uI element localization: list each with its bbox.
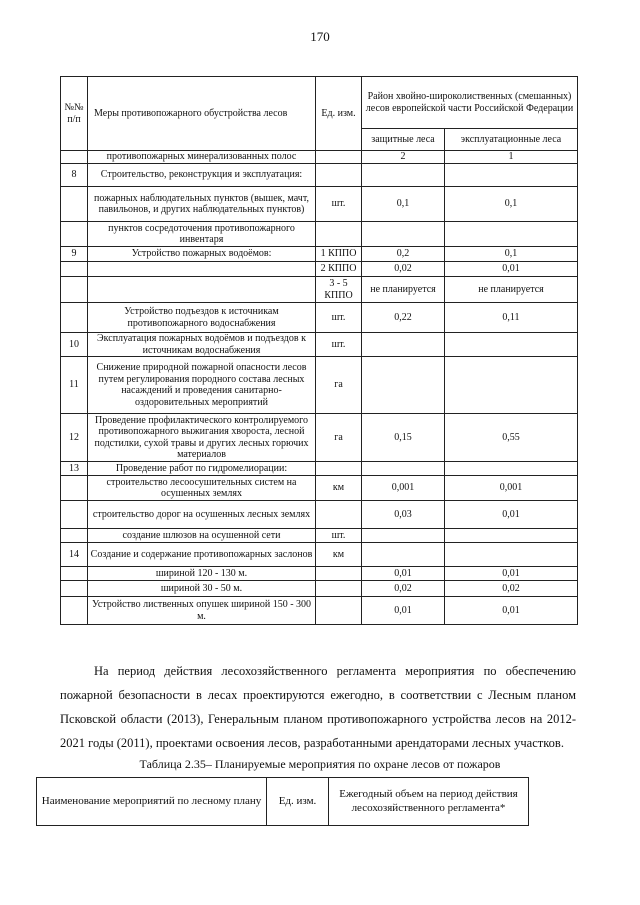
cell-operational [445, 333, 578, 357]
cell-operational [445, 222, 578, 247]
cell-unit: га [316, 357, 362, 414]
header-region: Район хвойно-широколиственных (смешанных) лесов европейской части Российской Федерации [362, 77, 578, 129]
header-volume: Ежегодный объем на период действия лесохозяйственного регламента* [329, 778, 529, 826]
cell-unit: 3 - 5 КППО [316, 277, 362, 303]
header-unit-2: Ед. изм. [267, 778, 329, 826]
cell-measure: противопожарных минерализованных полос [88, 151, 316, 164]
cell-operational: 0,01 [445, 567, 578, 581]
cell-unit: км [316, 543, 362, 567]
cell-unit: км [316, 476, 362, 501]
cell-num [61, 151, 88, 164]
cell-unit [316, 462, 362, 476]
cell-num: 9 [61, 247, 88, 262]
cell-protective: 0,001 [362, 476, 445, 501]
cell-measure: строительство дорог на осушенных лесных землях [88, 501, 316, 529]
cell-unit: га [316, 414, 362, 462]
cell-operational: 0,1 [445, 247, 578, 262]
cell-num: 13 [61, 462, 88, 476]
table-row [61, 597, 578, 625]
cell-unit: 2 КППО [316, 262, 362, 277]
cell-operational: 0,01 [445, 597, 578, 625]
cell-protective: 0,22 [362, 303, 445, 333]
cell-measure: Создание и содержание противопожарных заслонов [88, 543, 316, 567]
table-row [61, 529, 578, 543]
cell-protective [362, 462, 445, 476]
table-row [61, 543, 578, 567]
fire-safety-table [60, 76, 578, 625]
cell-operational: 0,11 [445, 303, 578, 333]
cell-unit: шт. [316, 303, 362, 333]
cell-protective [362, 333, 445, 357]
cell-num: 11 [61, 357, 88, 414]
cell-operational: 0,1 [445, 187, 578, 222]
table-row [61, 222, 578, 247]
cell-measure: Эксплуатация пожарных водоёмов и подъездов к источникам водоснабжения [88, 333, 316, 357]
cell-measure: Проведение работ по гидромелиорации: [88, 462, 316, 476]
cell-operational [445, 529, 578, 543]
cell-protective: не планируется [362, 277, 445, 303]
table-row [61, 357, 578, 414]
cell-measure [88, 262, 316, 277]
cell-operational: 0,01 [445, 501, 578, 529]
table-row [61, 164, 578, 187]
header-name: Наименование мероприятий по лесному плану [37, 778, 267, 826]
cell-unit: шт. [316, 529, 362, 543]
cell-num [61, 222, 88, 247]
cell-num [61, 476, 88, 501]
table-row [61, 414, 578, 462]
table-row [61, 303, 578, 333]
cell-unit [316, 501, 362, 529]
cell-num: 8 [61, 164, 88, 187]
table-row [61, 277, 578, 303]
cell-measure: пожарных наблюдательных пунктов (вышек, мачт, павильонов, и других наблюдательных пунктов) [88, 187, 316, 222]
cell-operational [445, 357, 578, 414]
cell-measure: шириной 30 - 50 м. [88, 581, 316, 597]
cell-num: 10 [61, 333, 88, 357]
header-operational: эксплуатационные леса [445, 129, 578, 151]
cell-protective: 0,15 [362, 414, 445, 462]
table-caption: Таблица 2.35– Планируемые мероприятия по охране лесов от пожаров [139, 757, 501, 771]
cell-operational: не планируется [445, 277, 578, 303]
cell-measure: Строительство, реконструкция и эксплуатация: [88, 164, 316, 187]
body-paragraph: На период действия лесохозяйственного регламента мероприятия по обеспечению пожарной безопасности в лесах проектируются ежегодно, в соответствии с Лесным планом Псковской области (2013), Генеральным планом противопожарного устройства лесов на 2012-2021 годы (2011), проектами освоения лесов, разработанными арендаторами лесных участков. [60, 664, 576, 750]
header-protective: защитные леса [362, 129, 445, 151]
cell-operational [445, 462, 578, 476]
cell-protective: 0,02 [362, 581, 445, 597]
cell-operational: 0,001 [445, 476, 578, 501]
table-row [61, 476, 578, 501]
table-row [61, 567, 578, 581]
cell-measure: Снижение природной пожарной опасности лесов путем регулирования породного состава лесных насаждений и проведения санитарно-оздоровительных мероприятий [88, 357, 316, 414]
cell-num [61, 187, 88, 222]
cell-unit [316, 222, 362, 247]
cell-measure: Устройство пожарных водоёмов: [88, 247, 316, 262]
cell-num [61, 303, 88, 333]
cell-protective [362, 164, 445, 187]
cell-unit: 1 КППО [316, 247, 362, 262]
cell-measure: Проведение профилактического контролируемого противопожарного выжигания хвороста, лесной подстилки, сухой травы и других лесных горючих материалов [88, 414, 316, 462]
cell-operational [445, 164, 578, 187]
cell-num [61, 567, 88, 581]
cell-unit [316, 581, 362, 597]
cell-num [61, 262, 88, 277]
cell-operational: 0,02 [445, 581, 578, 597]
cell-protective: 0,02 [362, 262, 445, 277]
cell-protective: 2 [362, 151, 445, 164]
cell-unit: шт. [316, 333, 362, 357]
cell-measure: шириной 120 - 130 м. [88, 567, 316, 581]
cell-protective: 0,03 [362, 501, 445, 529]
cell-unit: шт. [316, 187, 362, 222]
header-unit: Ед. изм. [316, 77, 362, 151]
cell-operational: 0,55 [445, 414, 578, 462]
header-measure: Меры противопожарного обустройства лесов [88, 77, 316, 151]
cell-unit [316, 151, 362, 164]
cell-measure [88, 277, 316, 303]
fire-table-body [61, 151, 578, 625]
table-row [61, 501, 578, 529]
cell-num: 14 [61, 543, 88, 567]
cell-protective [362, 222, 445, 247]
cell-num [61, 597, 88, 625]
cell-protective [362, 357, 445, 414]
cell-num: 12 [61, 414, 88, 462]
cell-protective [362, 543, 445, 567]
cell-operational: 0,01 [445, 262, 578, 277]
cell-measure: Устройство подъездов к источникам противопожарного водоснабжения [88, 303, 316, 333]
cell-measure: создание шлюзов на осушенной сети [88, 529, 316, 543]
cell-num [61, 277, 88, 303]
table-row [61, 151, 578, 164]
cell-protective: 0,2 [362, 247, 445, 262]
table-row [61, 581, 578, 597]
cell-unit [316, 567, 362, 581]
cell-num [61, 501, 88, 529]
fire-protection-plan-table [36, 777, 529, 826]
header-num: №№ п/п [61, 77, 88, 151]
page-number: 170 [310, 29, 330, 44]
table-row [61, 247, 578, 262]
table-row [61, 333, 578, 357]
cell-measure: пунктов сосредоточения противопожарного инвентаря [88, 222, 316, 247]
cell-operational: 1 [445, 151, 578, 164]
cell-measure: Устройство лиственных опушек шириной 150 - 300 м. [88, 597, 316, 625]
cell-num [61, 581, 88, 597]
table-row [61, 462, 578, 476]
cell-protective: 0,1 [362, 187, 445, 222]
table-row [61, 262, 578, 277]
cell-unit [316, 597, 362, 625]
cell-operational [445, 543, 578, 567]
cell-protective [362, 529, 445, 543]
cell-measure: строительство лесоосушительных систем на осушенных землях [88, 476, 316, 501]
cell-protective: 0,01 [362, 567, 445, 581]
cell-protective: 0,01 [362, 597, 445, 625]
cell-unit [316, 164, 362, 187]
table-row [61, 187, 578, 222]
cell-num [61, 529, 88, 543]
